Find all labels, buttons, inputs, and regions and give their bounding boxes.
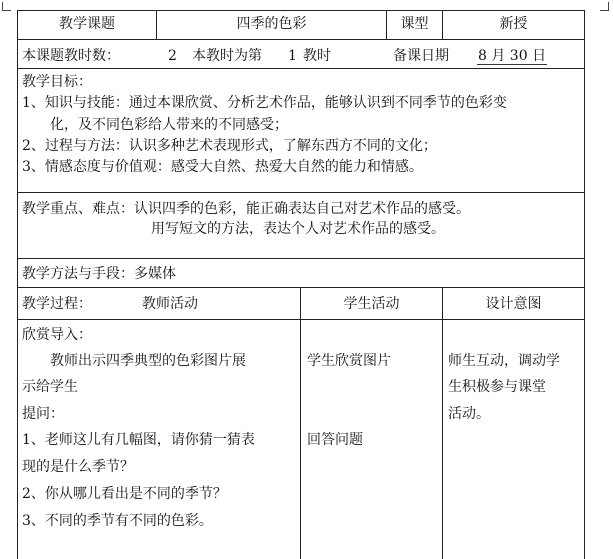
corner-mark-right bbox=[600, 2, 609, 11]
rule-process-col1 bbox=[300, 287, 301, 559]
current-period-suffix: 教时 bbox=[303, 48, 331, 64]
corner-mark-left bbox=[2, 2, 11, 11]
topic-label: 教学课题 bbox=[59, 16, 115, 32]
total-periods-value: 2 bbox=[168, 48, 177, 64]
objective-line: 3、情感态度与价值观：感受大自然、热爱大自然的能力和情感。 bbox=[22, 159, 423, 175]
topic-value: 四季的色彩 bbox=[236, 16, 307, 32]
rule-process-header-bottom bbox=[17, 319, 585, 320]
current-period-label: 本教时为第 bbox=[192, 48, 262, 64]
process-label: 教学过程： bbox=[22, 296, 92, 312]
teacher-line: 教师出示四季典型的色彩图片展 bbox=[50, 353, 246, 369]
intent-line: 活动。 bbox=[448, 406, 490, 422]
total-periods-label: 本课题教时数： bbox=[22, 48, 120, 64]
student-activity-header: 学生活动 bbox=[343, 296, 400, 312]
methods-line: 教学方法与手段：多媒体 bbox=[22, 266, 176, 282]
focus-line: 用写短文的方法，表达个人对艺术作品的感受。 bbox=[151, 221, 445, 237]
teacher-line: 现的是什么季节？ bbox=[22, 459, 134, 475]
intent-line: 师生互动，调动学 bbox=[448, 353, 560, 369]
objective-line: 2、过程与方法：认识多种艺术表现形式，了解东西方不同的文化； bbox=[22, 138, 437, 154]
objectives-title: 教学目标： bbox=[22, 74, 92, 90]
teacher-line: 欣赏导入： bbox=[22, 327, 92, 343]
rule-schedule-bottom bbox=[17, 68, 585, 69]
type-label: 课型 bbox=[400, 16, 429, 32]
rule-focus-bottom bbox=[17, 258, 585, 259]
teacher-line: 示给学生 bbox=[22, 379, 78, 395]
teacher-line: 1、老师这儿有几幅图，请你猜一猜表 bbox=[22, 432, 255, 448]
prep-date-label: 备课日期 bbox=[393, 48, 449, 64]
student-line: 回答问题 bbox=[307, 432, 363, 448]
type-value: 新授 bbox=[499, 16, 528, 32]
prep-date-value: 8 月 30 日 bbox=[478, 48, 547, 64]
objective-line: 1、知识与技能：通过本课欣赏、分析艺术作品，能够认识到不同季节的色彩变 bbox=[22, 95, 507, 111]
rule-top bbox=[17, 10, 585, 11]
teacher-line: 提问： bbox=[22, 406, 64, 422]
rule-objectives-bottom bbox=[17, 192, 585, 193]
rule-process-col2 bbox=[442, 287, 443, 559]
student-line: 学生欣赏图片 bbox=[307, 353, 391, 369]
rule-right bbox=[584, 10, 585, 559]
focus-line: 教学重点、难点：认识四季的色彩，能正确表达自己对艺术作品的感受。 bbox=[22, 201, 470, 217]
teacher-line: 2、你从哪儿看出是不同的季节？ bbox=[22, 486, 227, 502]
objective-line: 化，及不同色彩给人带来的不同感受； bbox=[50, 117, 288, 133]
design-intent-header: 设计意图 bbox=[485, 296, 542, 312]
rule-left bbox=[17, 10, 18, 559]
intent-line: 生积极参与课堂 bbox=[448, 379, 546, 395]
teacher-activity-header: 教师活动 bbox=[142, 296, 198, 312]
rule-header-bottom bbox=[17, 39, 585, 40]
teacher-line: 3、不同的季节有不同的色彩。 bbox=[22, 513, 213, 529]
rule-methods-bottom bbox=[17, 287, 585, 288]
current-period-value: 1 bbox=[288, 48, 297, 64]
